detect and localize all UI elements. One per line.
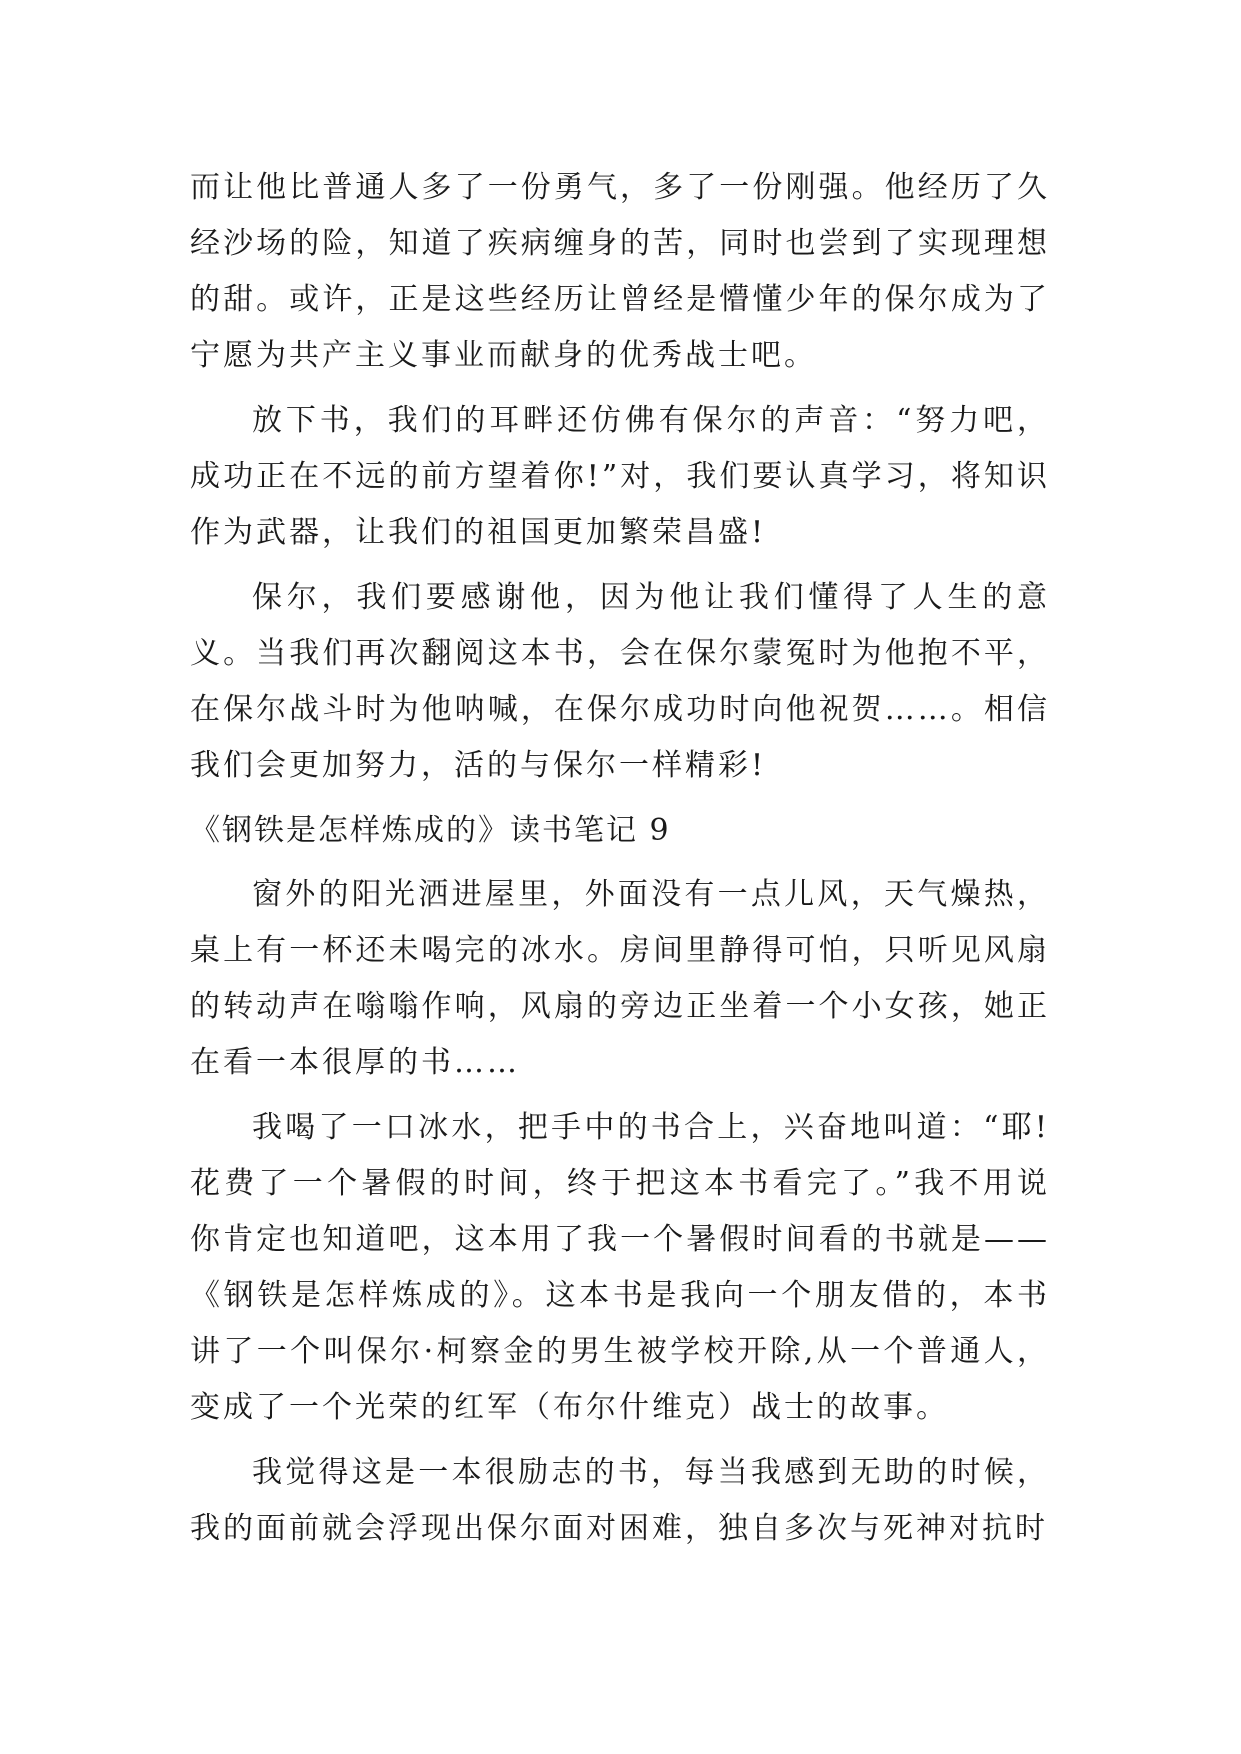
paragraph-1: 而让他比普通人多了一份勇气，多了一份刚强。他经历了久经沙场的险，知道了疾病缠身的苦，同时也尝到了实现理想的甜。或许，正是这些经历让曾经是懵懂少年的保尔成为了宁愿为共产主义事业而献身的优秀战士吧。: [190, 170, 1050, 373]
paragraph-3: 保尔，我们要感谢他，因为他让我们懂得了人生的意义。当我们再次翻阅这本书，会在保尔蒙冤时为他抱不平，在保尔战斗时为他呐喊，在保尔成功时向他祝贺……。相信我们会更加努力，活的与保尔一样精彩!: [190, 580, 1050, 783]
paragraph-2: 放下书，我们的耳畔还仿佛有保尔的声音：“努力吧，成功正在不远的前方望着你!”对，我们要认真学习，将知识作为武器，让我们的祖国更加繁荣昌盛!: [190, 403, 1050, 550]
paragraph-5: 我喝了一口冰水，把手中的书合上，兴奋地叫道：“耶!花费了一个暑假的时间，终于把这本书看完了。”我不用说你肯定也知道吧，这本用了我一个暑假时间看的书就是——《钢铁是怎样炼成的》。这本书是我向一个朋友借的，本书讲了一个叫保尔·柯察金的男生被学校开除,从一个普通人，变成了一个光荣的红军（布尔什维克）战士的故事。: [190, 1110, 1050, 1425]
paragraph-4: 窗外的阳光洒进屋里，外面没有一点儿风，天气燥热，桌上有一杯还未喝完的冰水。房间里静得可怕，只听见风扇的转动声在嗡嗡作响，风扇的旁边正坐着一个小女孩，她正在看一本很厚的书……: [190, 877, 1050, 1080]
document-body: [190, 160, 1050, 1566]
paragraph-6: 我觉得这是一本很励志的书，每当我感到无助的时候，我的面前就会浮现出保尔面对困难，独自多次与死神对抗时: [190, 1455, 1050, 1546]
section-heading: 《钢铁是怎样炼成的》读书笔记 9: [190, 813, 671, 848]
